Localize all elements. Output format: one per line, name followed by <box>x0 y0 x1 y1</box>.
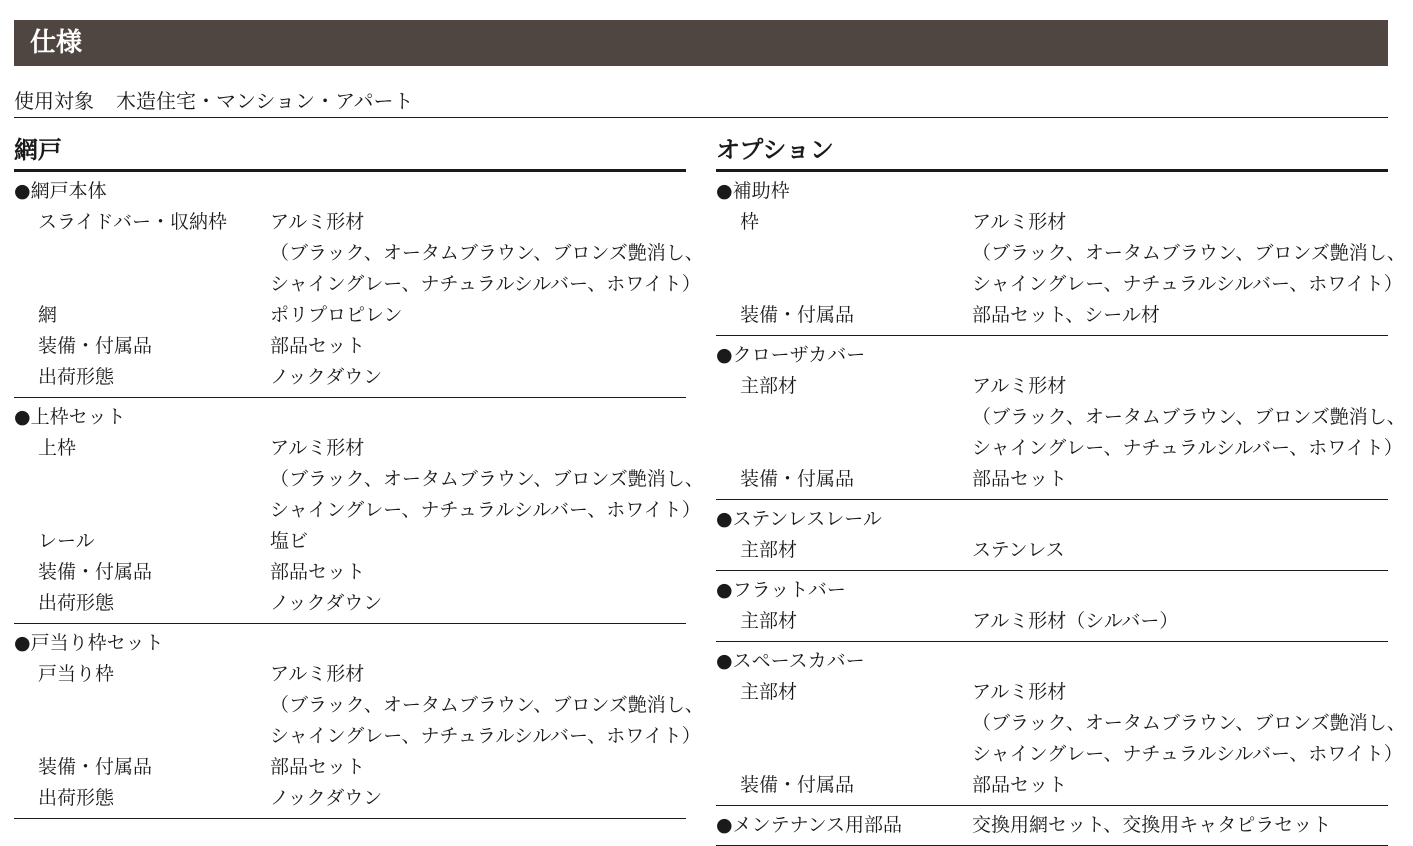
spec-value <box>270 207 704 300</box>
spec-section <box>716 646 1406 806</box>
spec-section <box>716 340 1406 500</box>
spec-key: 出荷形態 <box>38 592 115 614</box>
spec-section <box>14 628 704 819</box>
maintenance-title: ●メンテナンス用部品 <box>716 814 903 836</box>
spec-value <box>270 752 686 783</box>
spec-row <box>14 588 686 619</box>
spec-key: 上枠 <box>38 437 77 459</box>
spec-key: スライドバー・収納枠 <box>38 211 228 233</box>
netting-heading: 網戸 <box>14 128 686 172</box>
spec-key: 主部材 <box>740 375 798 397</box>
spec-value <box>972 677 1406 770</box>
spec-key: 主部材 <box>740 610 798 632</box>
spec-value-line: シャイングレー、ナチュラルシルバー、ホワイト） <box>972 273 1403 295</box>
spec-value-line: 部品セット <box>270 756 366 778</box>
maintenance-section <box>716 810 1388 846</box>
section-title: ●上枠セット <box>14 406 126 428</box>
spec-row <box>716 606 1388 637</box>
spec-value <box>972 300 1388 331</box>
spec-key: 枠 <box>740 211 760 233</box>
spec-row <box>716 371 1406 464</box>
spec-value-line: （ブラック、オータムブラウン、ブロンズ艶消し、 <box>972 242 1406 264</box>
spec-value-line: 部品セット <box>270 335 366 357</box>
spec-row <box>14 207 704 300</box>
spec-value-line: ポリプロピレン <box>270 304 403 326</box>
spec-key: 装備・付属品 <box>740 468 855 490</box>
spec-row <box>14 783 686 814</box>
spec-row <box>716 207 1406 300</box>
spec-value-line: 部品セット <box>972 468 1068 490</box>
netting-column <box>14 128 704 819</box>
spec-value-line: （ブラック、オータムブラウン、ブロンズ艶消し、 <box>972 712 1406 734</box>
spec-value-line: シャイングレー、ナチュラルシルバー、ホワイト） <box>972 437 1403 459</box>
spec-row <box>716 464 1388 495</box>
spec-section <box>14 402 704 624</box>
spec-value <box>972 464 1388 495</box>
spec-row <box>716 535 1388 566</box>
spec-value <box>270 659 704 752</box>
spec-value-line: ノックダウン <box>270 787 383 809</box>
spec-row <box>14 557 686 588</box>
usage-value: 木造住宅・マンション・アパート <box>116 89 414 113</box>
section-title: ●戸当り枠セット <box>14 632 164 654</box>
maintenance-row <box>716 810 1388 841</box>
spec-value-line: シャイングレー、ナチュラルシルバー、ホワイト） <box>270 725 701 747</box>
section-title: ●フラットバー <box>716 579 846 601</box>
spec-value <box>972 606 1388 637</box>
spec-key: 装備・付属品 <box>38 561 153 583</box>
spec-section <box>716 575 1388 642</box>
spec-key: 装備・付属品 <box>740 304 855 326</box>
spec-value <box>270 557 686 588</box>
section-title: ●クローザカバー <box>716 344 866 366</box>
spec-value-line: アルミ形材 <box>270 437 365 459</box>
spec-row <box>14 300 686 331</box>
spec-key: 戸当り枠 <box>38 663 115 685</box>
spec-value-line: ノックダウン <box>270 592 383 614</box>
spec-value-line: アルミ形材 <box>270 211 365 233</box>
options-column <box>716 128 1406 846</box>
spec-key: 出荷形態 <box>38 366 115 388</box>
spec-row <box>14 331 686 362</box>
spec-row <box>716 300 1388 331</box>
spec-value-line: （ブラック、オータムブラウン、ブロンズ艶消し、 <box>270 694 704 716</box>
spec-key: レール <box>38 530 95 552</box>
section-title: ●ステンレスレール <box>716 508 882 530</box>
spec-value-line: ノックダウン <box>270 366 383 388</box>
spec-value-line: アルミ形材（シルバー） <box>972 610 1179 632</box>
spec-row <box>716 770 1388 801</box>
spec-value <box>270 362 686 393</box>
spec-key: 装備・付属品 <box>38 756 153 778</box>
spec-key: 出荷形態 <box>38 787 115 809</box>
spec-key: 主部材 <box>740 681 798 703</box>
spec-section <box>716 176 1406 336</box>
spec-value-line: 部品セット <box>270 561 366 583</box>
spec-row <box>14 659 704 752</box>
spec-value <box>270 433 704 526</box>
spec-section <box>14 176 704 398</box>
options-heading: オプション <box>716 128 1388 172</box>
options-sections <box>716 176 1406 806</box>
spec-value-line: アルミ形材 <box>270 663 365 685</box>
maintenance-value: 交換用網セット、交換用キャタピラセット <box>972 814 1332 836</box>
spec-value-line: ステンレス <box>972 539 1065 561</box>
spec-value-line: シャイングレー、ナチュラルシルバー、ホワイト） <box>270 499 701 521</box>
spec-key: 網 <box>38 304 58 326</box>
spec-value <box>270 783 686 814</box>
spec-value <box>972 207 1406 300</box>
section-title: ●スペースカバー <box>716 650 865 672</box>
spec-value-line: 部品セット、シール材 <box>972 304 1160 326</box>
spec-key: 主部材 <box>740 539 798 561</box>
spec-value <box>270 588 686 619</box>
spec-value <box>972 535 1388 566</box>
spec-value <box>270 526 686 557</box>
spec-value-line: アルミ形材 <box>972 211 1067 233</box>
spec-value-line: （ブラック、オータムブラウン、ブロンズ艶消し、 <box>270 242 704 264</box>
spec-value-line: （ブラック、オータムブラウン、ブロンズ艶消し、 <box>972 406 1406 428</box>
spec-value <box>270 300 686 331</box>
section-title: ●網戸本体 <box>14 180 107 202</box>
usage-label: 使用対象 <box>14 89 94 113</box>
spec-value-line: （ブラック、オータムブラウン、ブロンズ艶消し、 <box>270 468 704 490</box>
spec-key: 装備・付属品 <box>38 335 153 357</box>
spec-value-line: シャイングレー、ナチュラルシルバー、ホワイト） <box>270 273 701 295</box>
spec-row <box>14 362 686 393</box>
page-title: 仕様 <box>14 20 1388 66</box>
spec-value-line: アルミ形材 <box>972 681 1067 703</box>
spec-value-line: アルミ形材 <box>972 375 1067 397</box>
spec-row <box>716 677 1406 770</box>
spec-value-line: 塩ビ <box>270 530 309 552</box>
spec-row <box>14 752 686 783</box>
spec-key: 装備・付属品 <box>740 774 855 796</box>
netting-sections <box>14 176 704 819</box>
section-title: ●補助枠 <box>716 180 790 202</box>
spec-value-line: シャイングレー、ナチュラルシルバー、ホワイト） <box>972 743 1403 765</box>
spec-value <box>270 331 686 362</box>
spec-row <box>14 526 686 557</box>
spec-section <box>716 504 1388 571</box>
spec-value-line: 部品セット <box>972 774 1068 796</box>
spec-row <box>14 433 704 526</box>
spec-value <box>972 371 1406 464</box>
spec-value <box>972 770 1388 801</box>
usage-row <box>14 86 1388 118</box>
